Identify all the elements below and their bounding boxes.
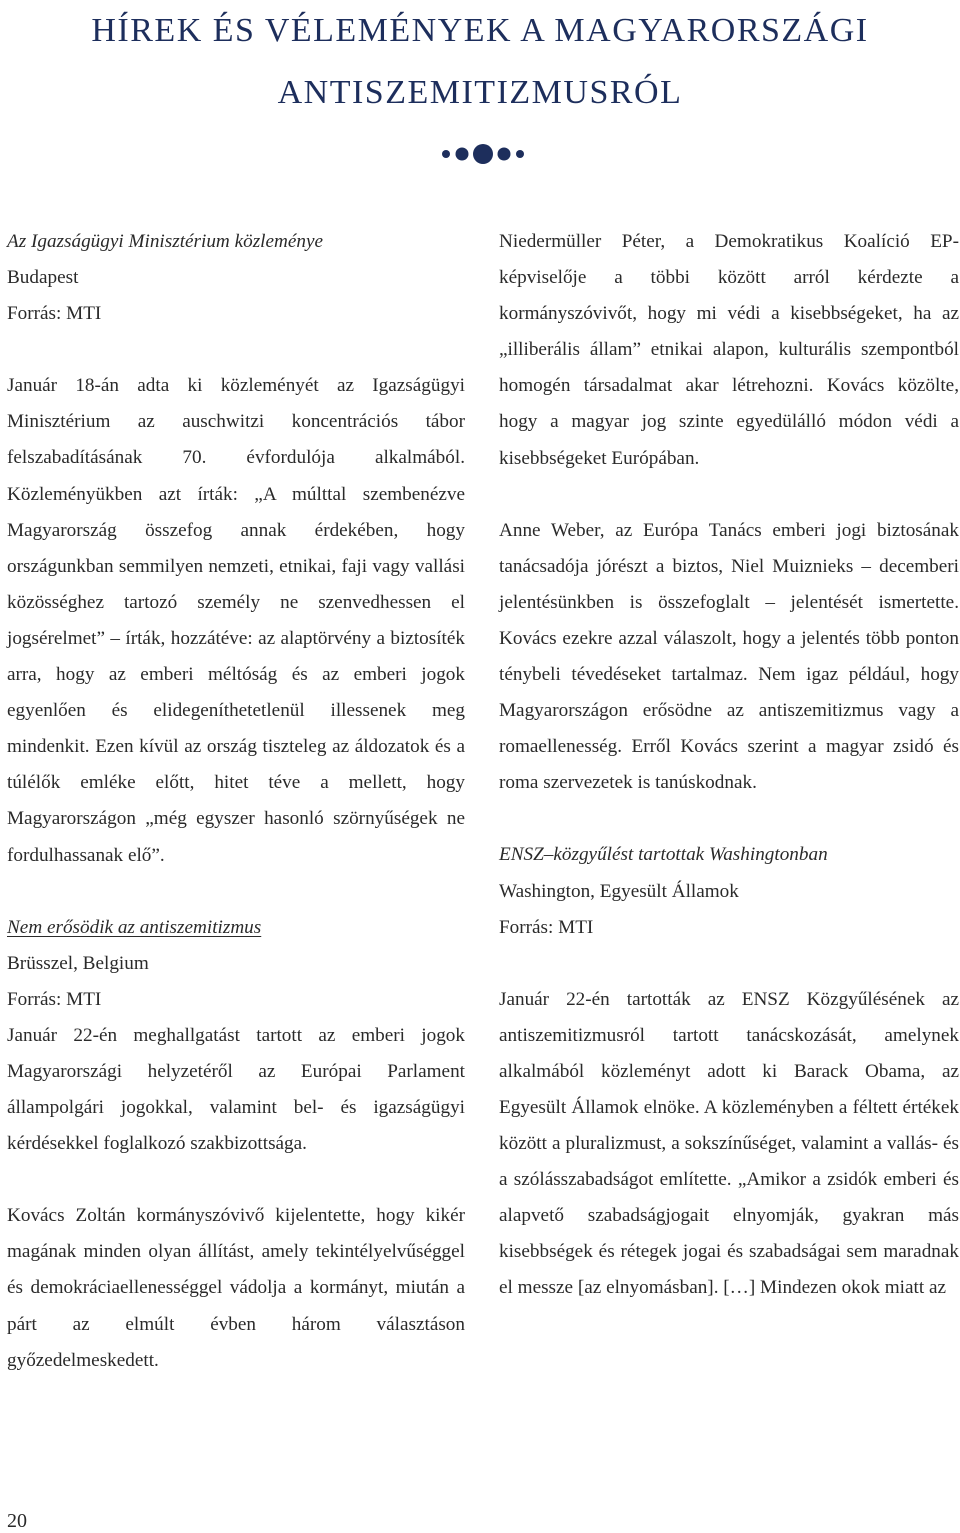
article-3-paragraph: Január 22-én tartották az ENSZ Közgyűlésének az antiszemitizmusról tartott tanácskozását, amelynek alkalmából közleményt adott ki Barack Obama, az Egyesült Államok elnöke. A közleményben a féltett értékek között a pluralizmust, a sokszínűséget, valamint a vallás- és a szólásszabadságot említette. „Amikor a zsidók emberi és alapvető szabadságjogait elnyomják, gyakran más kisebbségek és rétegek jogai és szabadságai sem maradnak el messze [az elnyomásban]. […] Mindezen okok miatt az (499, 988, 959, 1299)
article-1-source: Forrás: MTI (7, 303, 102, 325)
right-column (499, 224, 959, 1307)
article-1-paragraph: Január 18-án adta ki közleményét az Igazságügyi Minisztérium az auschwitzi koncentrációs tábor felszabadításának 70. évfordulója alkalmából. Közleményükben azt írták: „A múlttal szembenézve Magyarország összefog annak érdekében, hogy országunkban semmilyen nemzeti, etnikai, faji vagy vallási közösséghez tartozó személy ne szenvedhessen el jogsérelmet” – írták, hozzátéve: az alaptörvény a biztosíték arra, hogy az emberi méltóság és az emberi jogok egyenlően és elidegeníthetetlenül illessenek meg mindenkit. Ezen kívül az ország tiszteleg az áldozatok és a túlélők emléke előtt, hitet téve a mellett, hogy Magyarországon „még egyszer hasonló szörnyűségek ne fordulhassanak elő”. (7, 375, 465, 866)
article-2-paragraph-4: Anne Weber, az Európa Tanács emberi jogi biztosának tanácsadója jórészt a biztos, Niel Muiznieks – decemberi jelentésünkben is összefoglalt – jelentését ismertette. Kovács ezekre azzal válaszolt, hogy a jelentés több ponton ténybeli tévedéseket tartalmaz. Nem igaz például, hogy Magyarországon erősödne az antiszemitizmus vagy a romaellenesség. Erről Kovács szerint a magyar zsidó és roma szervezetek is tanúskodnak. (499, 519, 959, 794)
article-2-paragraph-1: Január 22-én meghallgatást tartott az emberi jogok Magyarországi helyzetéről az Európai Parlament állampolgári jogokkal, valamint bel- és igazságügyi kérdésekkel foglalkozó szakbizottsága. (7, 1024, 465, 1155)
page-number: 20 (7, 1510, 27, 1532)
page-title (0, 0, 960, 124)
article-1-place: Budapest (7, 267, 79, 289)
dots-ornament-icon (440, 142, 530, 166)
article-1-heading: Az Igazságügyi Minisztérium közleménye (7, 231, 324, 252)
article-2-source: Forrás: MTI (7, 988, 102, 1010)
article-2-heading: Nem erősödik az antiszemitizmus (7, 916, 262, 938)
article-3-place: Washington, Egyesült Államok (499, 880, 739, 902)
article-2-paragraph-3: Niedermüller Péter, a Demokratikus Koalíció EP-képviselője a többi között arról kérdezte a kormányszóvivőt, hogy mi védi a kisebbségeket, ha az „illiberális állam” etnikai alapon, kulturális szempontból homogén társadalmat akar létrehozni. Kovács közölte, hogy a magyar jog szinte egyedülálló módon védi a kisebbségeket Európában. (499, 231, 959, 469)
left-column (7, 224, 465, 1379)
page-title-line-2: ANTISZEMITIZMUSRÓL (277, 74, 683, 111)
page-title-line-1: HÍREK ÉS VÉLEMÉNYEK A MAGYARORSZÁGI (91, 12, 869, 49)
article-3-source: Forrás: MTI (499, 916, 594, 938)
article-3-heading: ENSZ–közgyűlést tartottak Washingtonban (499, 844, 828, 866)
article-2-place: Brüsszel, Belgium (7, 952, 149, 974)
article-2-paragraph-2: Kovács Zoltán kormányszóvivő kijelentette, hogy kikér magának minden olyan állítást, amely tekintélyelvűséggel és demokráciaellenességgel vádolja a kormányt, miután a párt az elmúlt évben három választáson győzedelmeskedett. (7, 1205, 465, 1371)
